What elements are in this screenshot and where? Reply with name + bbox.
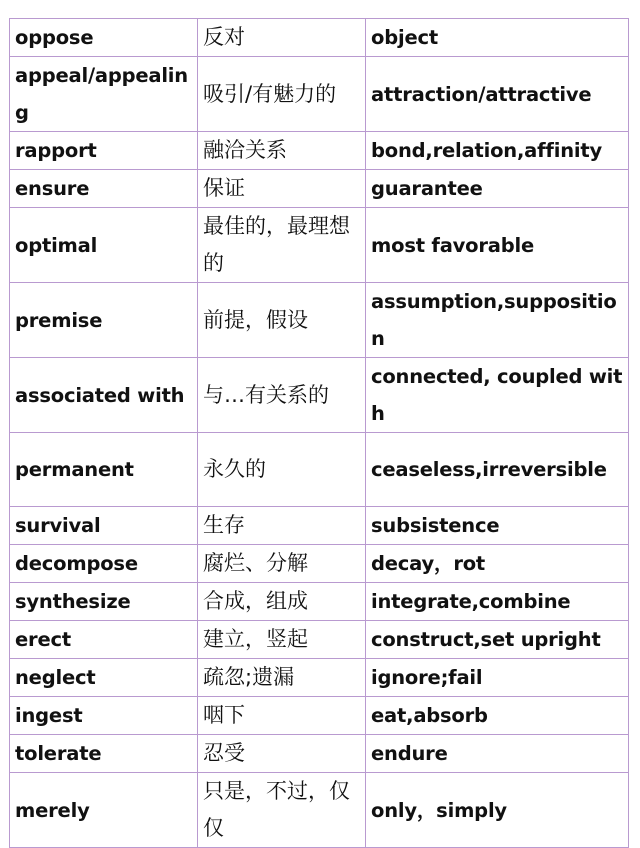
vocabulary-table	[9, 18, 629, 848]
synonyms-cell: attraction/attractive	[366, 57, 629, 132]
chinese-meaning-cell: 融洽关系	[198, 132, 366, 170]
synonyms-cell: bond,relation,affinity	[366, 132, 629, 170]
english-word-cell: erect	[10, 621, 198, 659]
english-word-cell: ingest	[10, 697, 198, 735]
table-row	[10, 132, 629, 170]
chinese-meaning-cell: 合成，组成	[198, 583, 366, 621]
english-word-cell: optimal	[10, 208, 198, 283]
synonyms-cell: subsistence	[366, 507, 629, 545]
english-word-cell: premise	[10, 283, 198, 358]
english-word-cell: synthesize	[10, 583, 198, 621]
english-word-cell: oppose	[10, 19, 198, 57]
synonyms-cell: integrate,combine	[366, 583, 629, 621]
synonyms-cell: object	[366, 19, 629, 57]
table-row	[10, 170, 629, 208]
english-word-cell: survival	[10, 507, 198, 545]
table-row	[10, 358, 629, 433]
synonyms-cell: decay，rot	[366, 545, 629, 583]
english-word-cell: merely	[10, 773, 198, 848]
chinese-meaning-cell: 最佳的，最理想的	[198, 208, 366, 283]
table-row	[10, 283, 629, 358]
synonyms-cell: guarantee	[366, 170, 629, 208]
table-row	[10, 208, 629, 283]
chinese-meaning-cell: 只是，不过，仅仅	[198, 773, 366, 848]
chinese-meaning-cell: 与…有关系的	[198, 358, 366, 433]
chinese-meaning-cell: 咽下	[198, 697, 366, 735]
chinese-meaning-cell: 疏忽;遗漏	[198, 659, 366, 697]
english-word-cell: rapport	[10, 132, 198, 170]
synonyms-cell: endure	[366, 735, 629, 773]
synonyms-cell: most favorable	[366, 208, 629, 283]
synonyms-cell: ignore;fail	[366, 659, 629, 697]
synonyms-cell: assumption,supposition	[366, 283, 629, 358]
table-row	[10, 19, 629, 57]
table-row	[10, 507, 629, 545]
english-word-cell: tolerate	[10, 735, 198, 773]
chinese-meaning-cell: 永久的	[198, 433, 366, 507]
table-row	[10, 621, 629, 659]
chinese-meaning-cell: 前提，假设	[198, 283, 366, 358]
english-word-cell: appeal/appealing	[10, 57, 198, 132]
table-row	[10, 773, 629, 848]
table-row	[10, 545, 629, 583]
english-word-cell: permanent	[10, 433, 198, 507]
chinese-meaning-cell: 反对	[198, 19, 366, 57]
synonyms-cell: construct,set upright	[366, 621, 629, 659]
chinese-meaning-cell: 保证	[198, 170, 366, 208]
chinese-meaning-cell: 生存	[198, 507, 366, 545]
table-row	[10, 735, 629, 773]
chinese-meaning-cell: 建立，竖起	[198, 621, 366, 659]
english-word-cell: ensure	[10, 170, 198, 208]
english-word-cell: associated with	[10, 358, 198, 433]
english-word-cell: neglect	[10, 659, 198, 697]
table-row	[10, 659, 629, 697]
synonyms-cell: only，simply	[366, 773, 629, 848]
english-word-cell: decompose	[10, 545, 198, 583]
table-row	[10, 583, 629, 621]
table-row	[10, 57, 629, 132]
synonyms-cell: ceaseless,irreversible	[366, 433, 629, 507]
synonyms-cell: eat,absorb	[366, 697, 629, 735]
vocabulary-table-body	[10, 19, 629, 848]
vocabulary-sheet	[9, 18, 628, 848]
table-row	[10, 433, 629, 507]
chinese-meaning-cell: 吸引/有魅力的	[198, 57, 366, 132]
table-row	[10, 697, 629, 735]
chinese-meaning-cell: 腐烂、分解	[198, 545, 366, 583]
chinese-meaning-cell: 忍受	[198, 735, 366, 773]
synonyms-cell: connected, coupled with	[366, 358, 629, 433]
